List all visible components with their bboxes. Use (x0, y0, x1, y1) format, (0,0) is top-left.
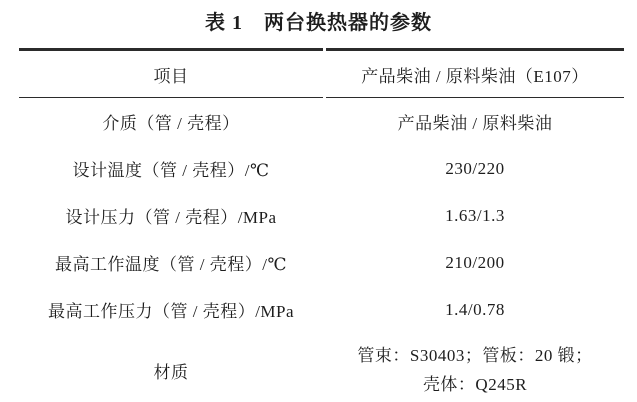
parameters-table (16, 48, 627, 402)
row-value: 1.4/0.78 (445, 299, 505, 319)
row-label: 介质（管 / 壳程） (102, 114, 240, 133)
row-value: 1.63/1.3 (445, 205, 505, 225)
row-label: 最高工作温度（管 / 壳程）/℃ (55, 255, 287, 274)
header-row (19, 48, 624, 98)
table-row-design-temperature (19, 145, 624, 192)
table-caption: 表 1 两台换热器的参数 (205, 12, 432, 34)
material-value-line-2: 壳体：Q245R (422, 375, 528, 394)
column-header-value: 产品柴油 / 原料柴油（E107） (326, 48, 624, 98)
table-row-design-pressure (19, 192, 624, 239)
table-row-material (19, 333, 624, 402)
table-row-max-working-temperature (19, 239, 624, 286)
row-value (326, 333, 624, 402)
row-label: 设计温度（管 / 壳程）/℃ (72, 161, 270, 180)
table-row-max-working-pressure (19, 286, 624, 333)
material-value-line-1: 管束：S30403；管板：20 锻； (357, 346, 593, 365)
table-row-medium (19, 98, 624, 145)
column-header-item: 项目 (19, 48, 323, 98)
row-label: 设计压力（管 / 壳程）/MPa (65, 208, 277, 227)
row-label: 最高工作压力（管 / 壳程）/MPa (47, 302, 295, 321)
row-value: 210/200 (445, 252, 505, 272)
row-value: 产品柴油 / 原料柴油 (397, 114, 553, 133)
row-label: 材质 (19, 333, 323, 402)
row-value: 230/220 (445, 158, 505, 178)
